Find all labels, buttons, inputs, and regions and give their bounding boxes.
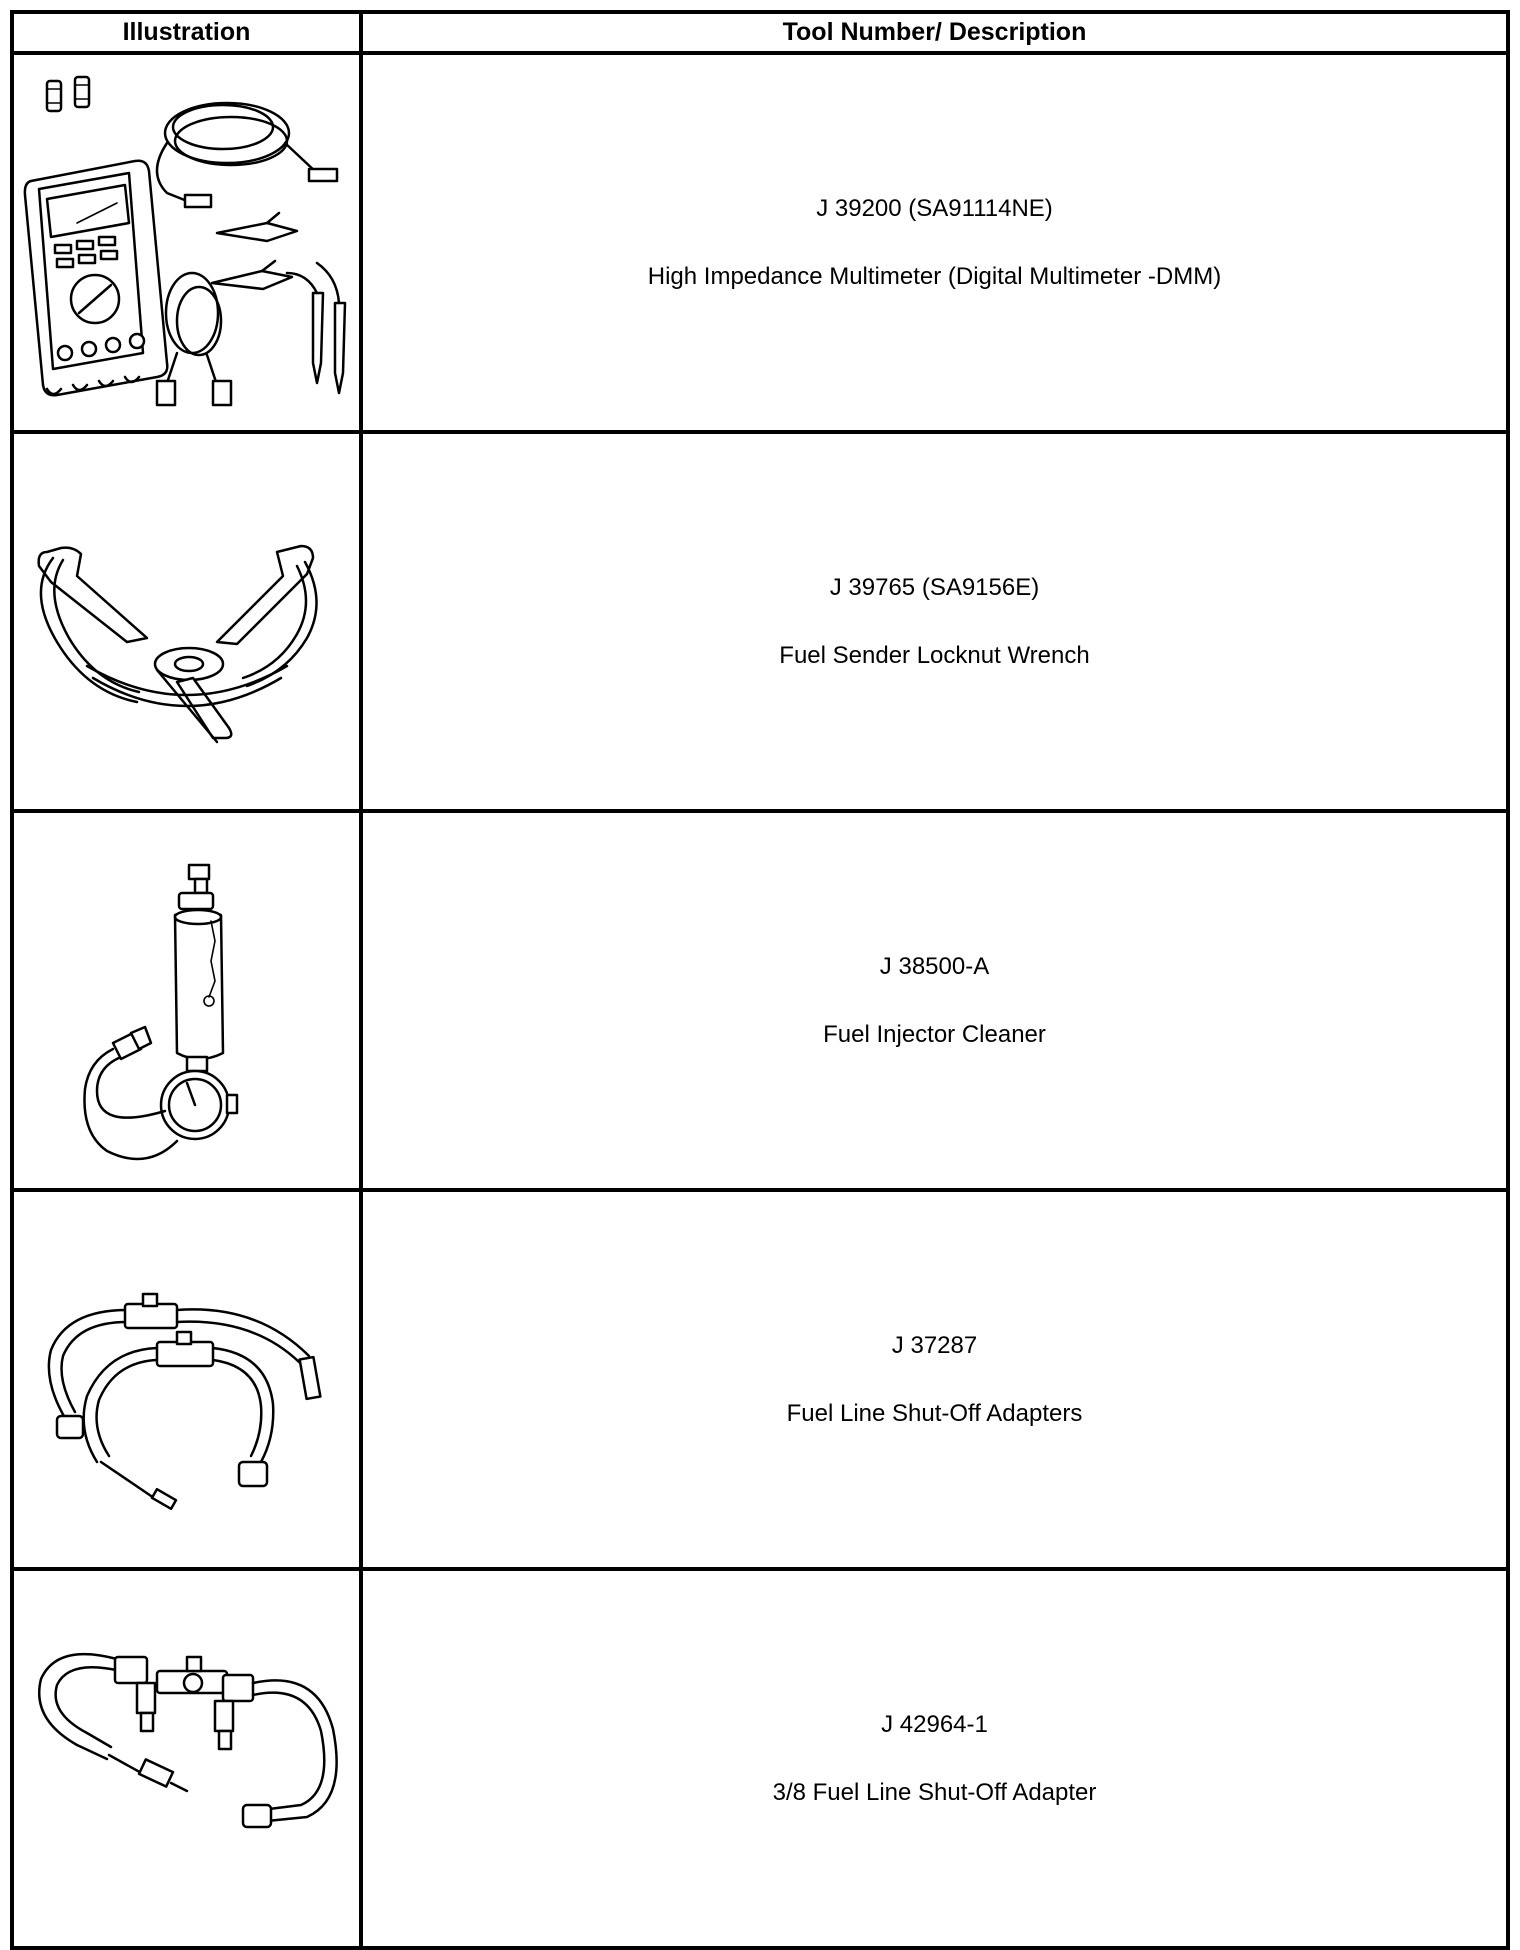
tool-description: High Impedance Multimeter (Digital Multimeter -DMM): [647, 262, 1222, 290]
locknut-wrench-icon: [17, 442, 357, 802]
tool-description: 3/8 Fuel Line Shut-Off Adapter: [772, 1778, 1097, 1806]
illustration-cell: [12, 432, 361, 811]
tool-number: J 42964-1: [881, 1710, 988, 1738]
illustration-cell: [12, 53, 361, 432]
special-tools-table: [10, 10, 1510, 1950]
tool-description: Fuel Line Shut-Off Adapters: [786, 1399, 1083, 1427]
table-row: [12, 1190, 1508, 1569]
description-cell: [361, 1190, 1508, 1569]
description-cell: [361, 432, 1508, 811]
tool-number: J 37287: [891, 1331, 978, 1359]
injector-cleaner-icon: [17, 821, 357, 1181]
description-cell: [361, 53, 1508, 432]
shutoff-adapter-38-icon: [17, 1579, 357, 1939]
table-row: [12, 432, 1508, 811]
header-illustration: Illustration: [12, 12, 361, 53]
illustration-cell: [12, 811, 361, 1190]
tool-number: J 39765 (SA9156E): [829, 573, 1040, 601]
table-header-row: [12, 12, 1508, 53]
tool-number: J 38500-A: [879, 952, 990, 980]
table-row: [12, 811, 1508, 1190]
illustration-cell: [12, 1569, 361, 1948]
illustration-cell: [12, 1190, 361, 1569]
description-cell: [361, 1569, 1508, 1948]
shutoff-adapters-icon: [17, 1200, 357, 1560]
tool-description: Fuel Injector Cleaner: [823, 1020, 1046, 1048]
digital-multimeter-icon: [17, 63, 357, 423]
table-row: [12, 53, 1508, 432]
table-row: [12, 1569, 1508, 1948]
header-tool-description: Tool Number/ Description: [361, 12, 1508, 53]
tool-number: J 39200 (SA91114NE): [816, 194, 1053, 222]
description-cell: [361, 811, 1508, 1190]
tool-description: Fuel Sender Locknut Wrench: [779, 641, 1090, 669]
